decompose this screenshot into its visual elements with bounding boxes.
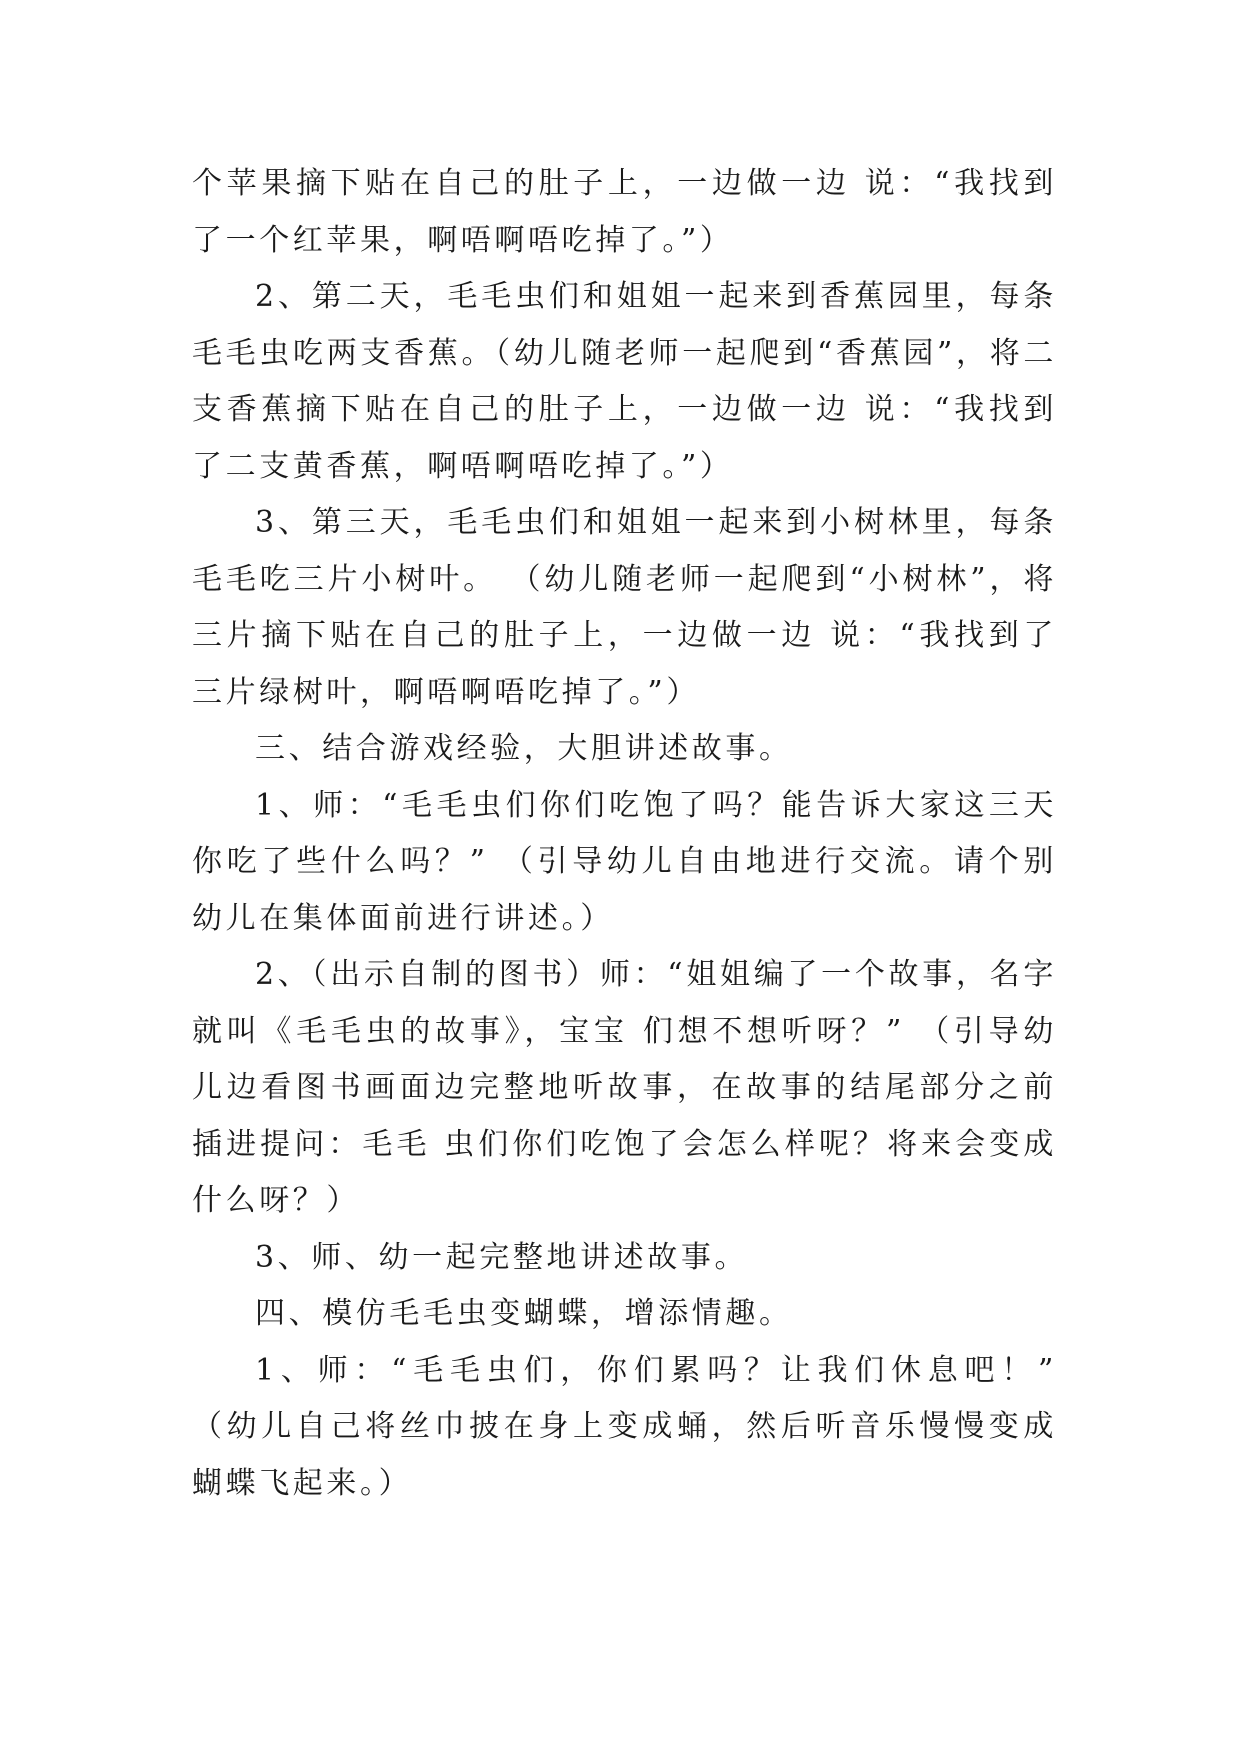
paragraph-3: 3、第三天，毛毛虫们和姐姐一起来到小树林里，每条毛毛吃三片小树叶。 （幼儿随老师一起爬到“小树林”，将三片摘下贴在自己的肚子上，一边做一边 说：“我找到了三片绿树叶，啊唔啊唔吃掉了。”） <box>192 505 1057 710</box>
paragraph-5: 2、（出示自制的图书）师：“姐姐编了一个故事，名字就叫《毛毛虫的故事》，宝宝 们想不想听呀？” （引导幼儿边看图书画面边完整地听故事，在故事的结尾部分之前插进提问：毛毛 虫们你们吃饱了会怎么样呢？将来会变成什么呀？） <box>192 957 1057 1218</box>
paragraph-2: 2、第二天，毛毛虫们和姐姐一起来到香蕉园里，每条毛毛虫吃两支香蕉。（幼儿随老师一起爬到“香蕉园”，将二支香蕉摘下贴在自己的肚子上，一边做一边 说：“我找到了二支黄香蕉，啊唔啊唔吃掉了。”） <box>192 279 1057 484</box>
paragraph-1: 个苹果摘下贴在自己的肚子上，一边做一边 说：“我找到了一个红苹果，啊唔啊唔吃掉了。”） <box>192 166 1057 258</box>
paragraph-7: 1、师：“毛毛虫们，你们累吗？让我们休息吧！” （幼儿自己将丝巾披在身上变成蛹，然后听音乐慢慢变成蝴蝶飞起来。） <box>192 1352 1057 1501</box>
paragraph-4: 1、师：“毛毛虫们你们吃饱了吗？能告诉大家这三天你吃了些什么吗？” （引导幼儿自由地进行交流。请个别幼儿在集体面前进行讲述。） <box>192 787 1057 936</box>
section-heading-3: 三、结合游戏经验，大胆讲述故事。 <box>255 731 793 766</box>
section-heading-4: 四、模仿毛毛虫变蝴蝶，增添情趣。 <box>255 1296 793 1331</box>
document-body <box>192 156 1057 1512</box>
paragraph-6: 3、师、幼一起完整地讲述故事。 <box>255 1239 749 1275</box>
